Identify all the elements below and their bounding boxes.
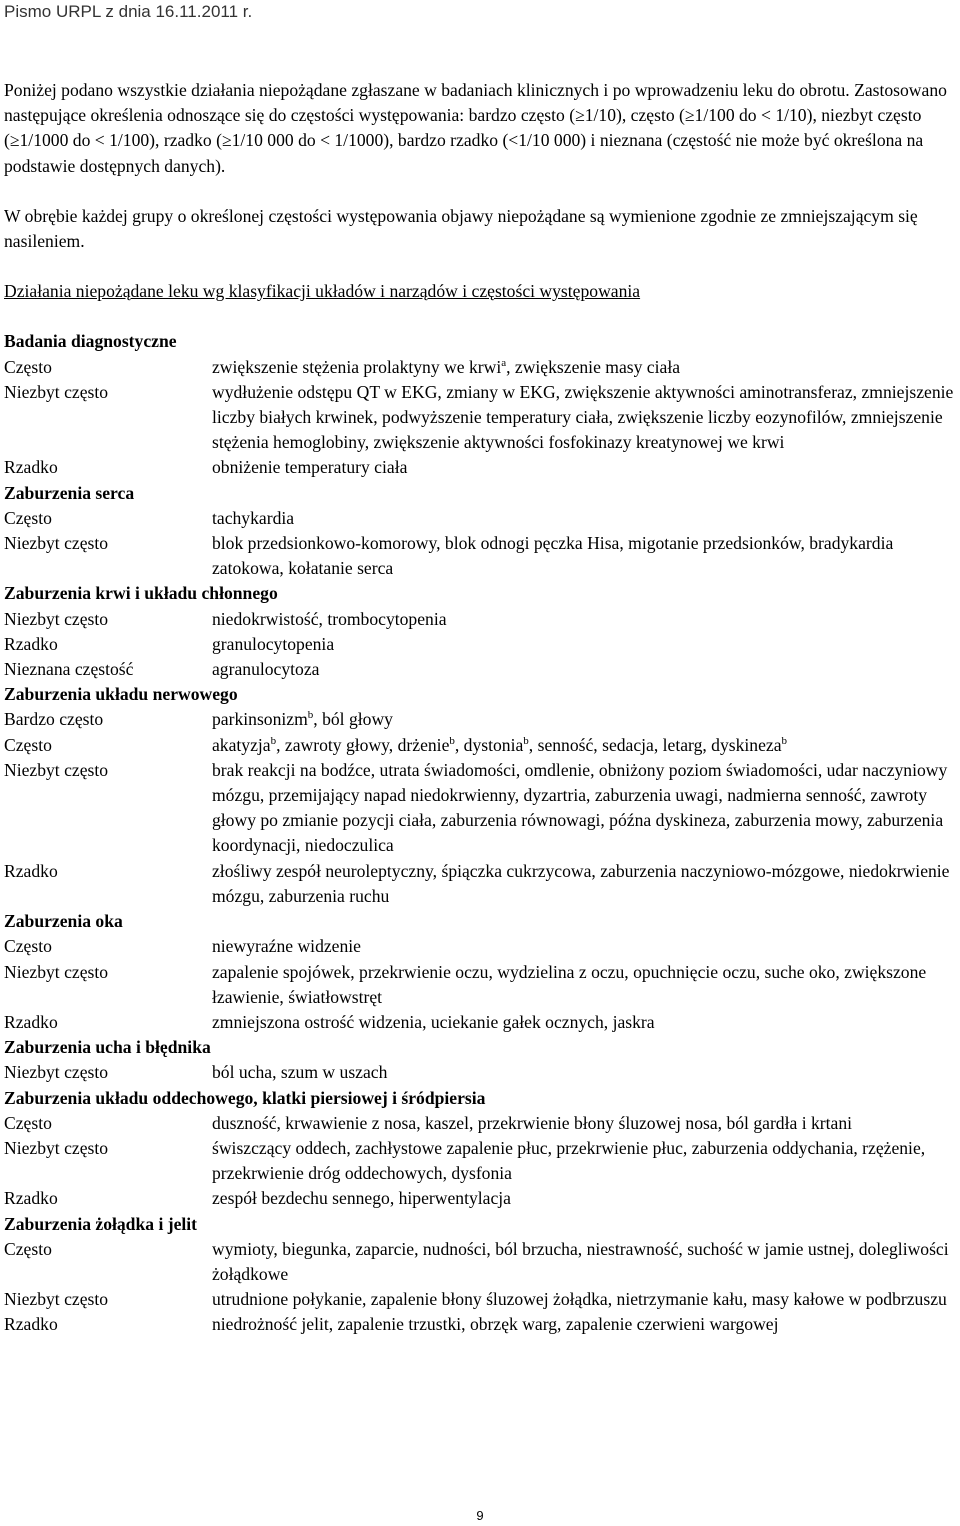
category-heading: Zaburzenia serca [4, 482, 135, 503]
frequency-label: Bardzo często [4, 709, 104, 730]
effect-row [4, 531, 956, 581]
effect-row [4, 355, 956, 380]
effect-row [4, 733, 956, 758]
category-heading: Zaburzenia oka [4, 911, 123, 932]
effects-text-part: obniżenie temperatury ciała [212, 457, 408, 478]
effects-text-part: , ból głowy [313, 709, 393, 730]
effect-row [4, 607, 956, 632]
effect-row [4, 1312, 956, 1337]
effects-text-part: wymioty, biegunka, zaparcie, nudności, ból brzucha, niestrawność, suchość w jamie ustnej, dolegliwości żołądkowe [212, 1238, 949, 1284]
page-header: Pismo URPL z dnia 16.11.2011 r. [4, 2, 253, 21]
effects-text [212, 1186, 956, 1211]
effects-text [212, 607, 956, 632]
effects-text-part: blok przedsionkowo-komorowy, blok odnogi pęczka Hisa, migotanie przedsionków, bradykardia zatokowa, kołatanie serca [212, 533, 894, 579]
effects-text [212, 758, 956, 859]
frequency-label: Nieznana częstość [4, 659, 134, 680]
effects-text [212, 355, 956, 380]
effects-text [212, 531, 956, 581]
frequency-label: Rzadko [4, 457, 58, 478]
effects-text [212, 1060, 956, 1085]
effects-text-part: agranulocytoza [212, 659, 320, 680]
effect-row [4, 1136, 956, 1186]
effects-text-part: utrudnione połykanie, zapalenie błony śluzowej żołądka, nietrzymanie kału, masy kałowe w podbrzuszu [212, 1289, 947, 1310]
frequency-label: Często [4, 356, 52, 377]
effects-text-part: wydłużenie odstępu QT w EKG, zmiany w EKG, zwiększenie aktywności aminotransferaz, zmniejszenie liczby białych krwinek, podwyższenie temperatury ciała, zwiększenie liczby eozynofilów, zmniejszenie stężenia hemoglobiny, zwiększenie aktywności fosfokinazy kreatynowej we krwi [212, 381, 954, 453]
effects-text-part: brak reakcji na bodźce, utrata świadomości, omdlenie, obniżony poziom świadomości, udar naczyniowy mózgu, przemijający napad niedokrwienny, dyzartria, zaburzenia uwagi, nadmierna senność, zawroty głowy po zmianie pozycji ciała, zaburzenia równowagi, późna dyskineza, zaburzenia mowy, zaburzenia koordynacji, niedoczulica [212, 759, 948, 856]
effects-text-part: duszność, krwawienie z nosa, kaszel, przekrwienie błony śluzowej nosa, ból gardła i krtani [212, 1112, 853, 1133]
spacer [4, 254, 956, 279]
effect-row [4, 758, 956, 859]
effect-row [4, 1010, 956, 1035]
effects-text [212, 632, 956, 657]
effects-text [212, 707, 956, 732]
footnote-marker: b [781, 734, 788, 747]
effects-text [212, 657, 956, 682]
effects-text-part: świszczący oddech, zachłystowe zapalenie płuc, przekrwienie płuc, zaburzenia oddychania, rzężenie, przekrwienie dróg oddechowych, dysfonia [212, 1137, 926, 1184]
effects-text [212, 960, 956, 1010]
frequency-label: Często [4, 1238, 52, 1259]
effects-text [212, 1312, 956, 1337]
category-heading: Badania diagnostyczne [4, 331, 177, 352]
frequency-label: Często [4, 507, 52, 528]
effect-row [4, 859, 956, 909]
effects-text-part: zapalenie spojówek, przekrwienie oczu, wydzielina z oczu, opuchnięcie oczu, suche oko, zwiększone łzawienie, światłowstręt [212, 961, 927, 1007]
frequency-label: Niezbyt często [4, 381, 109, 402]
effects-text [212, 1111, 956, 1136]
effects-text [212, 506, 956, 531]
frequency-label: Niezbyt często [4, 961, 109, 982]
effects-text-part: , zawroty głowy, drżenie [276, 734, 450, 755]
category-heading: Zaburzenia krwi i układu chłonnego [4, 583, 278, 604]
footnote-marker: b [523, 734, 529, 747]
effects-text-part: niewyraźne widzenie [212, 936, 361, 957]
frequency-label: Niezbyt często [4, 759, 109, 780]
frequency-label: Niezbyt często [4, 608, 109, 629]
frequency-label: Rzadko [4, 1188, 58, 1209]
effects-text-part: zespół bezdechu sennego, hiperwentylacja [212, 1188, 511, 1209]
footnote-marker: b [307, 709, 314, 722]
intro-paragraph-ordering: W obrębie każdej grupy o określonej częstości występowania objawy niepożądane są wymienione zgodnie ze zmniejszającym się nasileniem. [4, 205, 918, 252]
effects-text-part: tachykardia [212, 507, 295, 528]
frequency-label: Rzadko [4, 860, 58, 881]
effects-text [212, 1010, 956, 1035]
effects-text [212, 733, 956, 758]
frequency-label: Niezbyt często [4, 1137, 109, 1158]
effects-text-part: , zwiększenie masy ciała [506, 356, 681, 377]
effects-text-part: niedrożność jelit, zapalenie trzustki, obrzęk warg, zapalenie czerwieni wargowej [212, 1314, 779, 1335]
document-body [4, 78, 956, 1338]
effect-row [4, 1237, 956, 1287]
effects-text [212, 380, 956, 456]
effects-text-part: akatyzja [212, 734, 271, 755]
section-title: Działania niepożądane leku wg klasyfikacji układów i narządów i częstości występowania [4, 281, 641, 302]
frequency-label: Rzadko [4, 1011, 58, 1032]
effect-row [4, 1111, 956, 1136]
effect-row [4, 707, 956, 732]
frequency-label: Niezbyt często [4, 1062, 109, 1083]
footnote-marker: a [501, 356, 507, 369]
frequency-label: Często [4, 1112, 52, 1133]
effects-text [212, 1136, 956, 1186]
effects-text-part: ból ucha, szum w uszach [212, 1062, 388, 1083]
effects-text [212, 1287, 956, 1312]
adverse-effects-list [4, 329, 956, 1337]
frequency-label: Niezbyt często [4, 533, 109, 554]
frequency-label: Często [4, 734, 52, 755]
spacer [4, 179, 956, 204]
category-heading: Zaburzenia układu oddechowego, klatki piersiowej i śródpiersia [4, 1087, 486, 1108]
effect-row [4, 506, 956, 531]
effect-row [4, 1060, 956, 1085]
effects-text [212, 934, 956, 959]
effect-row [4, 1287, 956, 1312]
effects-text [212, 1237, 956, 1287]
effect-row [4, 632, 956, 657]
effects-text [212, 455, 956, 480]
effects-text-part: zwiększenie stężenia prolaktyny we krwi [212, 356, 502, 377]
effect-row [4, 657, 956, 682]
frequency-label: Często [4, 936, 52, 957]
effects-text-part: , dystonia [454, 734, 524, 755]
category-heading: Zaburzenia układu nerwowego [4, 684, 238, 705]
intro-paragraph-frequency: Poniżej podano wszystkie działania niepożądane zgłaszane w badaniach klinicznych i po wprowadzeniu leku do obrotu. Zastosowano następujące określenia odnoszące się do częstości występowania: bardzo często (≥1/10), często (≥1/100 do < 1/10), niezbyt często (≥1/1000 do < 1/100), rzadko (≥1/10 000 do < 1/1000), bardzo rzadko (<1/10 000) i nieznana (częstość nie może być określona na podstawie dostępnych danych). [4, 80, 947, 176]
effects-text-part: granulocytopenia [212, 633, 335, 654]
effects-text-part: niedokrwistość, trombocytopenia [212, 608, 447, 629]
frequency-label: Rzadko [4, 1314, 58, 1335]
category-heading: Zaburzenia żołądka i jelit [4, 1213, 198, 1234]
effect-row [4, 1186, 956, 1211]
category-heading: Zaburzenia ucha i błędnika [4, 1037, 211, 1058]
effect-row [4, 960, 956, 1010]
spacer [4, 304, 956, 329]
effect-row [4, 455, 956, 480]
footnote-marker: b [449, 734, 455, 747]
frequency-label: Niezbyt często [4, 1289, 109, 1310]
effects-text-part: złośliwy zespół neuroleptyczny, śpiączka cukrzycowa, zaburzenia naczyniowo-mózgowe, niedokrwienie mózgu, zaburzenia ruchu [212, 860, 950, 906]
effects-text-part: , senność, sedacja, letarg, dyskineza [528, 734, 782, 755]
footnote-marker: b [270, 734, 277, 747]
effect-row [4, 934, 956, 959]
page-number: 9 [476, 1508, 484, 1523]
effect-row [4, 380, 956, 456]
frequency-label: Rzadko [4, 633, 58, 654]
effects-text [212, 859, 956, 909]
effects-text-part: parkinsonizm [212, 709, 308, 730]
effects-text-part: zmniejszona ostrość widzenia, uciekanie gałek ocznych, jaskra [212, 1011, 655, 1032]
